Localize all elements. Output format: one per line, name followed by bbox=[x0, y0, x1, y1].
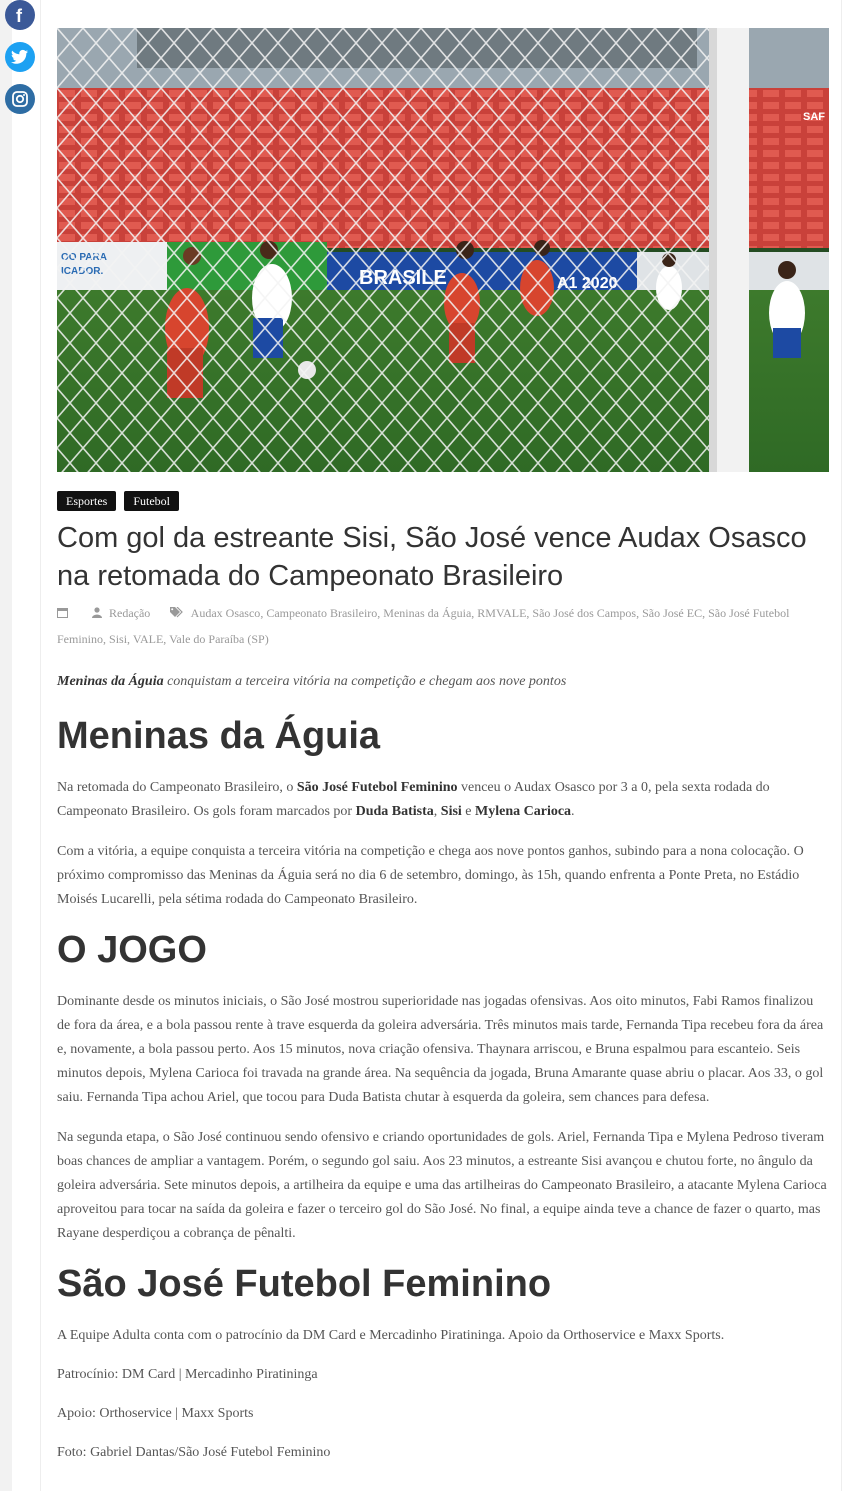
paragraph: Patrocínio: DM Card | Mercadinho Piratininga bbox=[57, 1367, 318, 1382]
left-rail bbox=[0, 0, 12, 1491]
twitter-icon[interactable] bbox=[5, 42, 35, 72]
section-heading-meninas: Meninas da Águia bbox=[57, 715, 381, 757]
svg-text:f: f bbox=[16, 6, 22, 24]
calendar-icon bbox=[57, 602, 68, 627]
user-icon bbox=[92, 602, 102, 627]
facebook-icon[interactable] bbox=[5, 0, 35, 30]
tag-link[interactable]: São José EC bbox=[642, 606, 703, 620]
category-tags bbox=[57, 491, 829, 513]
section-heading-sao-jose: São José Futebol Feminino bbox=[57, 1263, 552, 1305]
paragraph: Na segunda etapa, o São José continuou sendo ofensivo e criando oportunidades de gols. Ariel, Fernanda Tipa e Mylena Pedroso tiveram boas chances de ampliar a vantagem. Porém, o segundo gol saiu. Aos 23 minutos, a estreante Sisi avançou e chutou forte, no ângulo da goleira adversária. Sete minutos depois, a artilheira da equipe e uma das artilheiras do Campeonato Brasileiro, a atacante Mylena Carioca aproveitou para tocar na saída da goleira e fazer o terceiro gol do São José. No final, a equipe ainda teve a chance de fazer o quarto, mas Rayane desperdiçou a cobrança de pênalti. bbox=[57, 1130, 827, 1241]
article-meta: Redação Audax Osasco, Campeonato Brasileiro, Meninas da Águia, RMVALE, São José dos Campos, São José EC, São José Futebol Feminino, Sisi, VALE, Vale do Paraíba (SP) bbox=[57, 601, 797, 652]
article-title: Com gol da estreante Sisi, São José vence Audax Osasco na retomada do Campeonato Brasileiro bbox=[57, 522, 807, 592]
paragraph: Dominante desde os minutos iniciais, o São José mostrou superioridade nas jogadas ofensivas. Aos oito minutos, Fabi Ramos finalizou de fora da área, e a bola passou rente à trave esquerda da goleira adversária. Três minutos mais tarde, Fernanda Tipa recebeu fora da área e, novamente, a bola passou perto. Aos 15 minutos, nova criação ofensiva. Thaynara arriscou, e Bruna espalmou para escanteio. Seis minutos depois, Mylena Carioca foi travada na grande área. Na sequência da jogada, Bruna Amarante quase abriu o placar. Aos 33, o gol saiu. Fernanda Tipa achou Ariel, que tocou para Duda Batista chutar à esquerda da goleira, sem chances para defesa. bbox=[57, 994, 824, 1105]
social-share-bar bbox=[5, 0, 37, 126]
paragraph: A Equipe Adulta conta com o patrocínio da DM Card e Mercadinho Piratininga. Apoio da Orthoservice e Maxx Sports. bbox=[57, 1328, 725, 1343]
article bbox=[57, 28, 829, 1480]
tag-link[interactable]: Audax Osasco bbox=[190, 606, 261, 620]
tag-link[interactable]: São José dos Campos bbox=[532, 606, 637, 620]
tag-link[interactable]: RMVALE bbox=[477, 606, 527, 620]
lead-rest: conquistam a terceira vitória na competição e chegam aos nove pontos bbox=[163, 674, 567, 689]
tags-icon bbox=[170, 602, 184, 627]
tag-link[interactable]: Meninas da Águia bbox=[383, 606, 472, 620]
tag-esportes[interactable]: Esportes bbox=[57, 491, 116, 511]
instagram-icon[interactable] bbox=[5, 84, 35, 114]
tag-link[interactable]: VALE bbox=[132, 632, 164, 646]
tag-link[interactable]: Sisi bbox=[109, 632, 128, 646]
lead-bold: Meninas da Águia bbox=[57, 674, 164, 689]
hero-banner-right: SAF bbox=[803, 111, 825, 123]
tag-futebol[interactable]: Futebol bbox=[124, 491, 179, 511]
paragraph: Na retomada do Campeonato Brasileiro, o São José Futebol Feminino venceu o Audax Osasco por 3 a 0, pela sexta rodada do Campeonato Brasileiro. Os gols foram marcados por Duda Batista, Sisi e Mylena Carioca. bbox=[57, 780, 770, 819]
paragraph: Apoio: Orthoservice | Maxx Sports bbox=[57, 1406, 254, 1421]
article-lead bbox=[57, 672, 829, 692]
tag-link[interactable]: Vale do Paraíba (SP) bbox=[169, 632, 269, 646]
photo-credit: Foto: Gabriel Dantas/São José Futebol Feminino bbox=[57, 1445, 331, 1460]
tag-link[interactable]: São José Futebol Feminino bbox=[57, 606, 790, 646]
paragraph: Com a vitória, a equipe conquista a terceira vitória na competição e chega aos nove pontos ganhos, subindo para a nona colocação. O próximo compromisso das Meninas da Águia será no dia 6 de setembro, domingo, às 15h, quando enfrenta a Ponte Preta, no Estádio Moisés Lucarelli, pela sétima rodada do Campeonato Brasileiro. bbox=[57, 844, 804, 907]
section-heading-jogo: O JOGO bbox=[57, 929, 207, 971]
tag-link[interactable]: Campeonato Brasileiro bbox=[266, 606, 378, 620]
author-link[interactable]: Redação bbox=[109, 606, 151, 620]
hero-image bbox=[57, 28, 829, 472]
